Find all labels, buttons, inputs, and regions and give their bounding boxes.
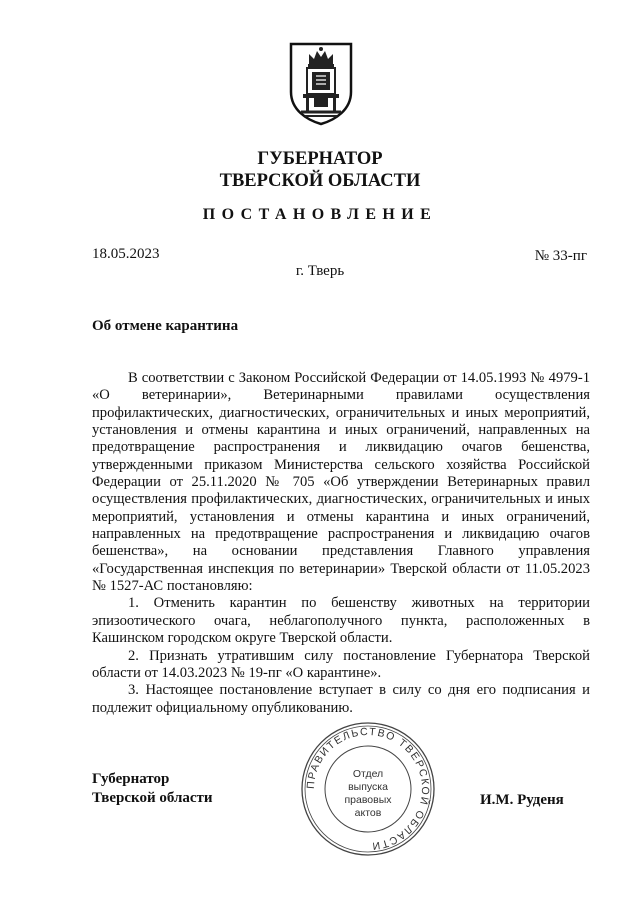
body-item-3: 3. Настоящее постановление вступает в силу со дня его подписания и подлежит официальному опубликованию.	[92, 682, 590, 716]
document-number: № 33-пг	[534, 248, 587, 264]
stamp-line2: выпуска	[348, 781, 388, 793]
document-city: г. Тверь	[295, 263, 345, 279]
stamp-inner-text	[330, 768, 406, 820]
body-item-2: 2. Признать утратившим силу постановление Губернатора Тверской области от 14.03.2023 № 19-пг «О карантине».	[92, 647, 590, 681]
body-preamble: В соответствии с Законом Российской Федерации от 14.05.1993 № 4979-1 «О ветеринарии», Ветеринарными правилами осуществления профилактических, диагностических, ограничительных и иных мероприятий, установления и отмены карантина и иных ограничений, направленных на предотвращение распространения и ликвидацию очагов бешенства, утвержденными приказом Министерства сельского хозяйства Российской Федерации от 25.11.2020 № 705 «Об утверждении Ветеринарных правил осуществления профилактических, диагностических, ограничительных и иных мероприятий, установления и отмены карантина и иных ограничений, направленных на предотвращение распространения и ликвидацию очагов бешенства», на основании представления Главного управления «Государственная инспекция по ветеринарии» Тверской области от 11.05.2023 № 1527-АС постановляю:	[92, 370, 590, 595]
stamp-ring-text: ПРАВИТЕЛЬСТВО ТВЕРСКОЙ ОБЛАСТИ	[304, 725, 432, 853]
signatory-name: И.М. Руденя	[480, 792, 564, 808]
document-body	[92, 370, 590, 717]
body-item-1: 1. Отменить карантин по бешенству животных на территории эпизоотического очага, неблагополучного пункта, расположенных в Кашинском городском округе Тверской области.	[92, 595, 590, 647]
signatory-position-line1: Губернатор	[92, 771, 170, 787]
signatory-position	[92, 770, 213, 808]
issuer-title-line2: ТВЕРСКОЙ ОБЛАСТИ	[219, 171, 421, 191]
document-type: ПОСТАНОВЛЕНИЕ	[202, 206, 438, 223]
coat-of-arms-emblem	[287, 40, 355, 126]
stamp-line4: актов	[354, 807, 382, 819]
document-date: 18.05.2023	[92, 246, 160, 262]
issuer-title-line1: ГУБЕРНАТОР	[257, 149, 383, 169]
stamp-line1: Отдел	[352, 768, 384, 780]
signatory-position-line2: Тверской области	[92, 790, 213, 806]
stamp-line3: правовых	[344, 794, 392, 806]
document-subject: Об отмене карантина	[92, 318, 239, 334]
